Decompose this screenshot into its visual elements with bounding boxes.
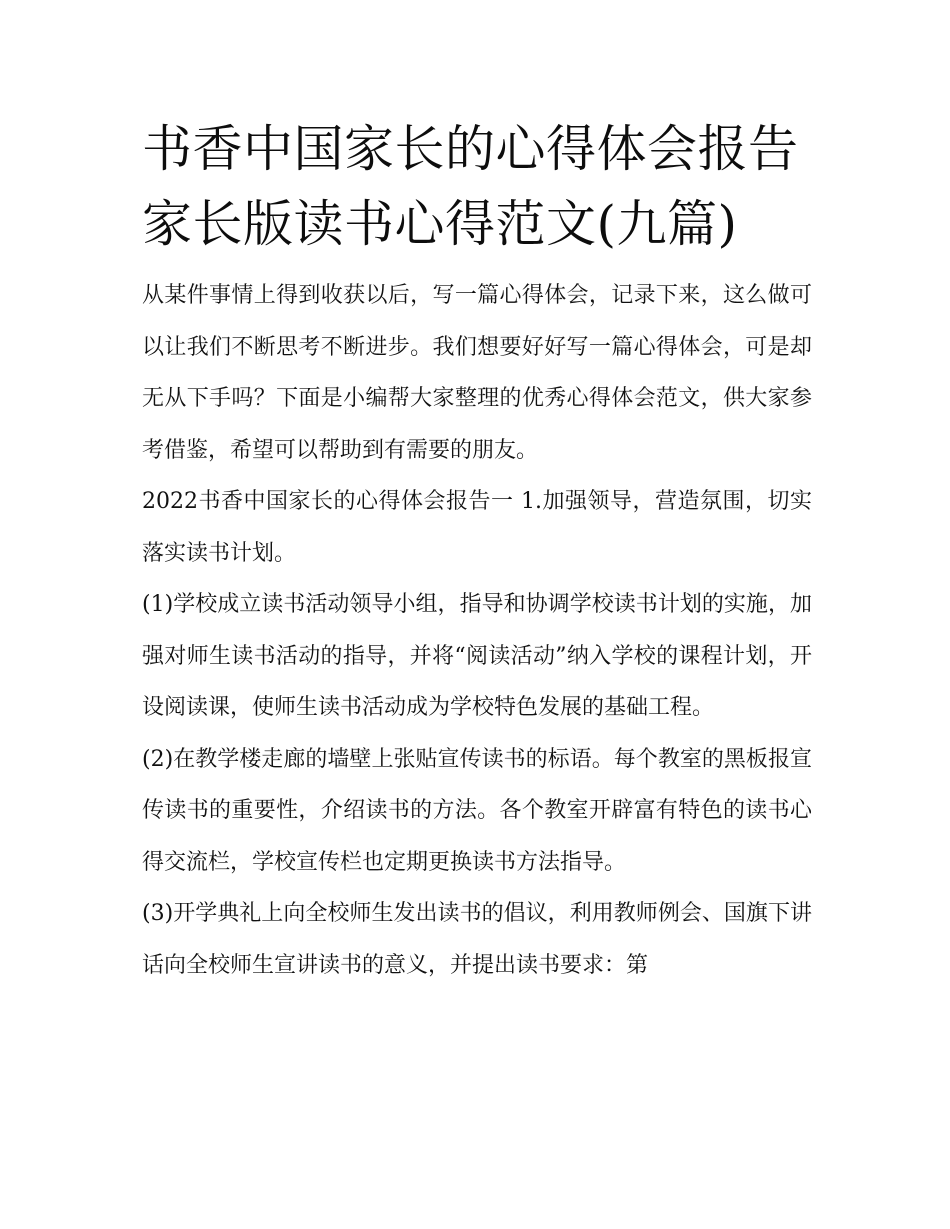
document-body: [142, 270, 812, 991]
document-content: [142, 112, 812, 991]
paragraph-item-2: (2)在教学楼走廊的墙壁上张贴宣传读书的标语。每个教室的黑板报宣传读书的重要性，介绍读书的方法。各个教室开辟富有特色的读书心得交流栏，学校宣传栏也定期更换读书方法指导。: [142, 746, 812, 875]
paragraph-intro: 从某件事情上得到收获以后，写一篇心得体会，记录下来，这么做可以让我们不断思考不断进步。我们想要好好写一篇心得体会，可是却无从下手吗？下面是小编帮大家整理的优秀心得体会范文，供大家参考借鉴，希望可以帮助到有需要的朋友。: [142, 283, 812, 463]
paragraph-item-3: (3)开学典礼上向全校师生发出读书的倡议，利用教师例会、国旗下讲话向全校师生宣讲读书的意义，并提出读书要求：第: [142, 901, 812, 978]
document-title: 书香中国家长的心得体会报告家长版读书心得范文(九篇): [142, 120, 799, 253]
paragraph-section-one: 2022书香中国家长的心得体会报告一 1.加强领导，营造氛围，切实落实读书计划。: [142, 489, 812, 566]
paragraph-item-1: (1)学校成立读书活动领导小组，指导和协调学校读书计划的实施，加强对师生读书活动的指导，并将“阅读活动”纳入学校的课程计划，开设阅读课，使师生读书活动成为学校特色发展的基础工程。: [142, 592, 812, 720]
